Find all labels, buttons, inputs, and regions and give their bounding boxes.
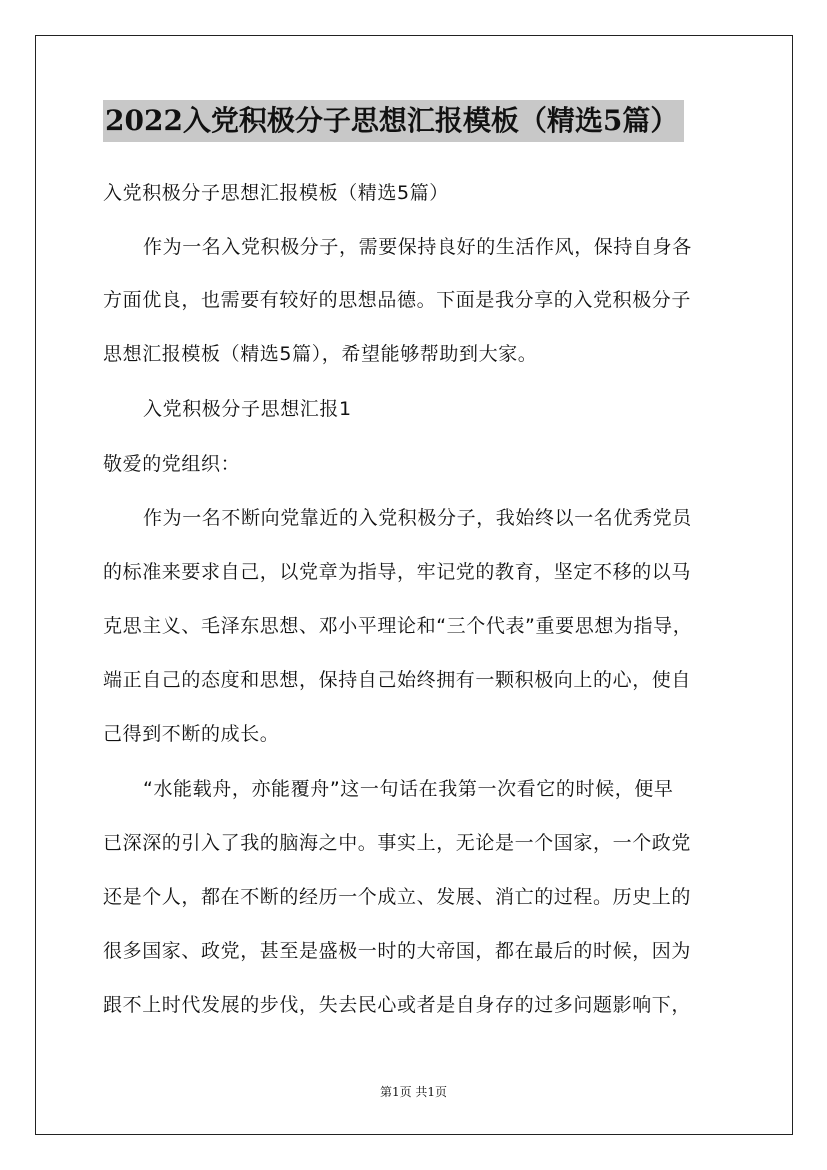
- paragraph-line: 跟不上时代发展的步伐，失去民心或者是自身存的过多问题影响下，: [103, 994, 692, 1016]
- subtitle-line: 入党积极分子思想汇报模板（精选5篇）: [103, 182, 449, 204]
- paragraph-line: 端正自己的态度和思想，保持自己始终拥有一颗积极向上的心，使自: [103, 669, 692, 691]
- paragraph-line: 还是个人，都在不断的经历一个成立、发展、消亡的过程。历史上的: [103, 886, 692, 908]
- paragraph-line: 己得到不断的成长。: [103, 723, 280, 745]
- paragraph-line: 思想汇报模板（精选5篇），希望能够帮助到大家。: [103, 343, 538, 365]
- paragraph-line: 已深深的引入了我的脑海之中。事实上，无论是一个国家，一个政党: [103, 832, 692, 854]
- section-heading: 入党积极分子思想汇报1: [143, 398, 352, 420]
- paragraph-line: 的标准来要求自己，以党章为指导，牢记党的教育，坚定不移的以马: [103, 561, 692, 583]
- paragraph-line: 很多国家、政党，甚至是盛极一时的大帝国，都在最后的时候，因为: [103, 940, 692, 962]
- salutation: 敬爱的党组织：: [103, 453, 241, 475]
- page-number-footer: 第1页 共1页: [379, 1085, 448, 1099]
- document-title: 2022入党积极分子思想汇报模板（精选5篇）: [103, 100, 684, 142]
- paragraph-line: 作为一名入党积极分子，需要保持良好的生活作风，保持自身各: [143, 236, 692, 258]
- paragraph-line: 克思主义、毛泽东思想、邓小平理论和“三个代表”重要思想为指导，: [103, 615, 693, 637]
- paragraph-line: 作为一名不断向党靠近的入党积极分子，我始终以一名优秀党员: [143, 507, 692, 529]
- paragraph-line: “水能载舟，亦能覆舟”这一句话在我第一次看它的时候，便早: [143, 778, 674, 800]
- paragraph-line: 方面优良，也需要有较好的思想品德。下面是我分享的入党积极分子: [103, 289, 692, 311]
